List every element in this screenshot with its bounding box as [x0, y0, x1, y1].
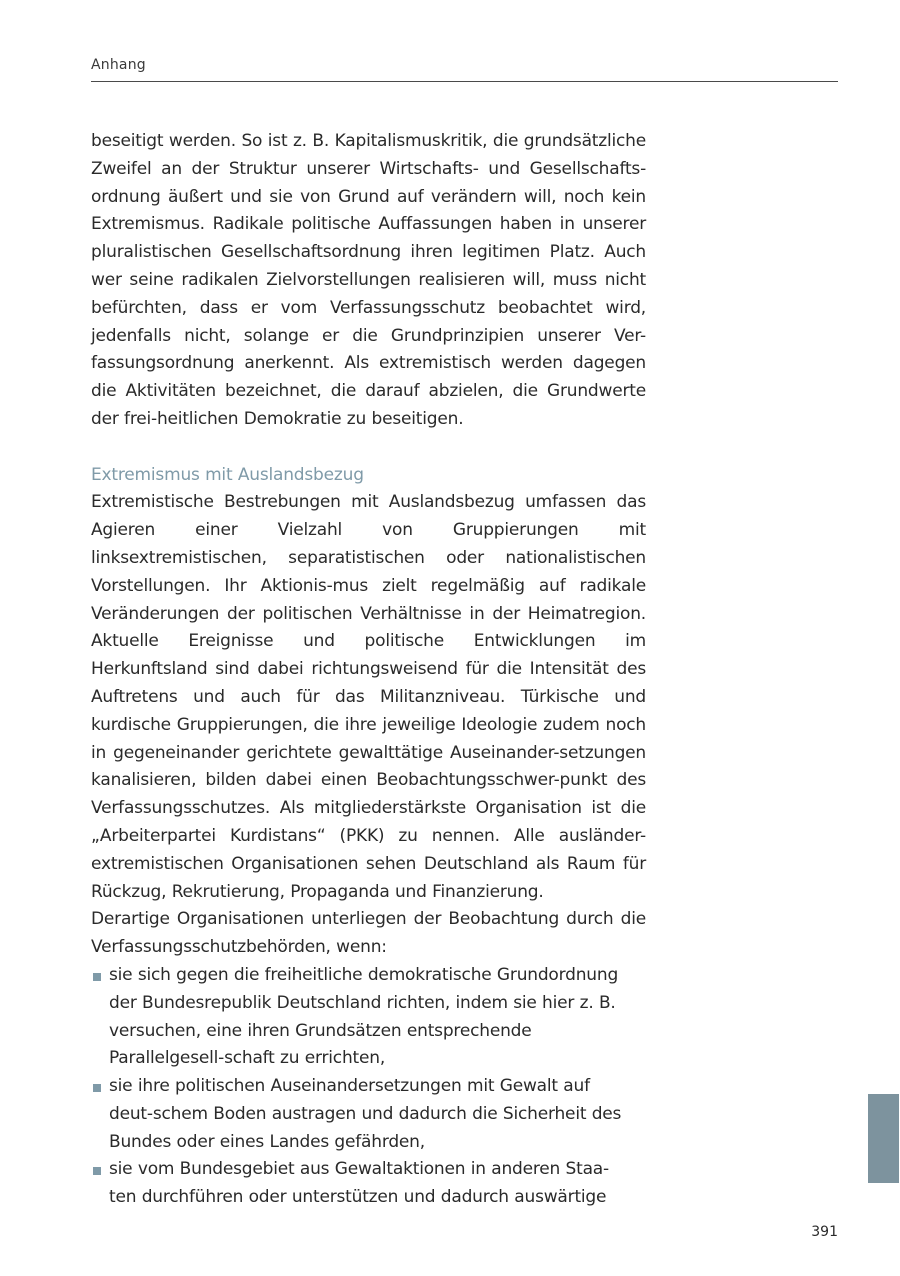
bullet-square-icon — [93, 1167, 101, 1175]
list-item — [91, 1073, 624, 1156]
chapter-tab-marker — [868, 1094, 899, 1183]
main-text — [91, 128, 646, 1212]
list-item-text: sie vom Bundesgebiet aus Gewaltaktionen in anderen Staa-ten durchführen oder unterstützen und dadurch auswärtige — [109, 1159, 609, 1208]
section-paragraph-2: Derartige Organisationen unterliegen der Beobachtung durch die Verfassungsschutzbehörden, wenn: — [91, 909, 646, 958]
section-heading: Extremismus mit Auslandsbezug — [91, 464, 364, 485]
list-item-text: sie sich gegen die freiheitliche demokratische Grundordnung der Bundesrepublik Deutschland richten, indem sie hier z. B. versuchen, eine ihren Grundsätzen entsprechende Parallelgesell-schaft zu errichten, — [109, 964, 619, 1069]
page-number: 391 — [811, 1224, 838, 1240]
paragraph-intro: beseitigt werden. So ist z. B. Kapitalismuskritik, die grundsätzliche Zweifel an der Struktur unserer Wirtschafts- und Gesellschafts-ordnung äußert und sie von Grund auf verändern will, noch kein Extremismus. Radikale politische Auffassungen haben in unserer pluralistischen Gesellschaftsordnung ihren legitimen Platz. Auch wer seine radikalen Zielvorstellungen realisieren will, muss nicht befürchten, dass er vom Verfassungsschutz beobachtet wird, jedenfalls nicht, solange er die Grundprinzipien unserer Ver-fassungsordnung anerkennt. Als extremistisch werden dagegen die Aktivitäten bezeichnet, die darauf abzielen, die Grundwerte der frei-heitlichen Demokratie zu beseitigen. — [91, 131, 646, 429]
running-header: Anhang — [91, 57, 146, 73]
list-item — [91, 1156, 624, 1212]
list-item — [91, 962, 624, 1073]
header-rule — [91, 81, 838, 82]
list-item-text: sie ihre politischen Auseinandersetzungen mit Gewalt auf deut-schem Boden austragen und dadurch die Sicherheit des Bundes oder eines Landes gefährden, — [109, 1076, 622, 1152]
criteria-list — [91, 962, 646, 1212]
section-paragraph-1: Extremistische Bestrebungen mit Auslandsbezug umfassen das Agieren einer Vielzahl von Gruppierungen mit linksextremistischen, separatistischen oder nationalistischen Vorstellungen. Ihr Aktionis-mus zielt regelmäßig auf radikale Veränderungen der politischen Verhältnisse in der Heimatregion. Aktuelle Ereignisse und politische Entwicklungen im Herkunftsland sind dabei richtungsweisend für die Intensität des Auftretens und auch für das Militanzniveau. Türkische und kurdische Gruppierungen, die ihre jeweilige Ideologie zudem noch in gegeneinander gerichtete gewalttätige Auseinander-setzungen kanalisieren, bilden dabei einen Beobachtungsschwer-punkt des Verfassungsschutzes. Als mitgliederstärkste Organisation ist die „Arbeiterpartei Kurdistans“ (PKK) zu nennen. Alle ausländer-extremistischen Organisationen sehen Deutschland als Raum für Rückzug, Rekrutierung, Propaganda und Finanzierung. — [91, 492, 646, 902]
bullet-square-icon — [93, 973, 101, 981]
bullet-square-icon — [93, 1084, 101, 1092]
paragraph-gap — [91, 434, 646, 462]
